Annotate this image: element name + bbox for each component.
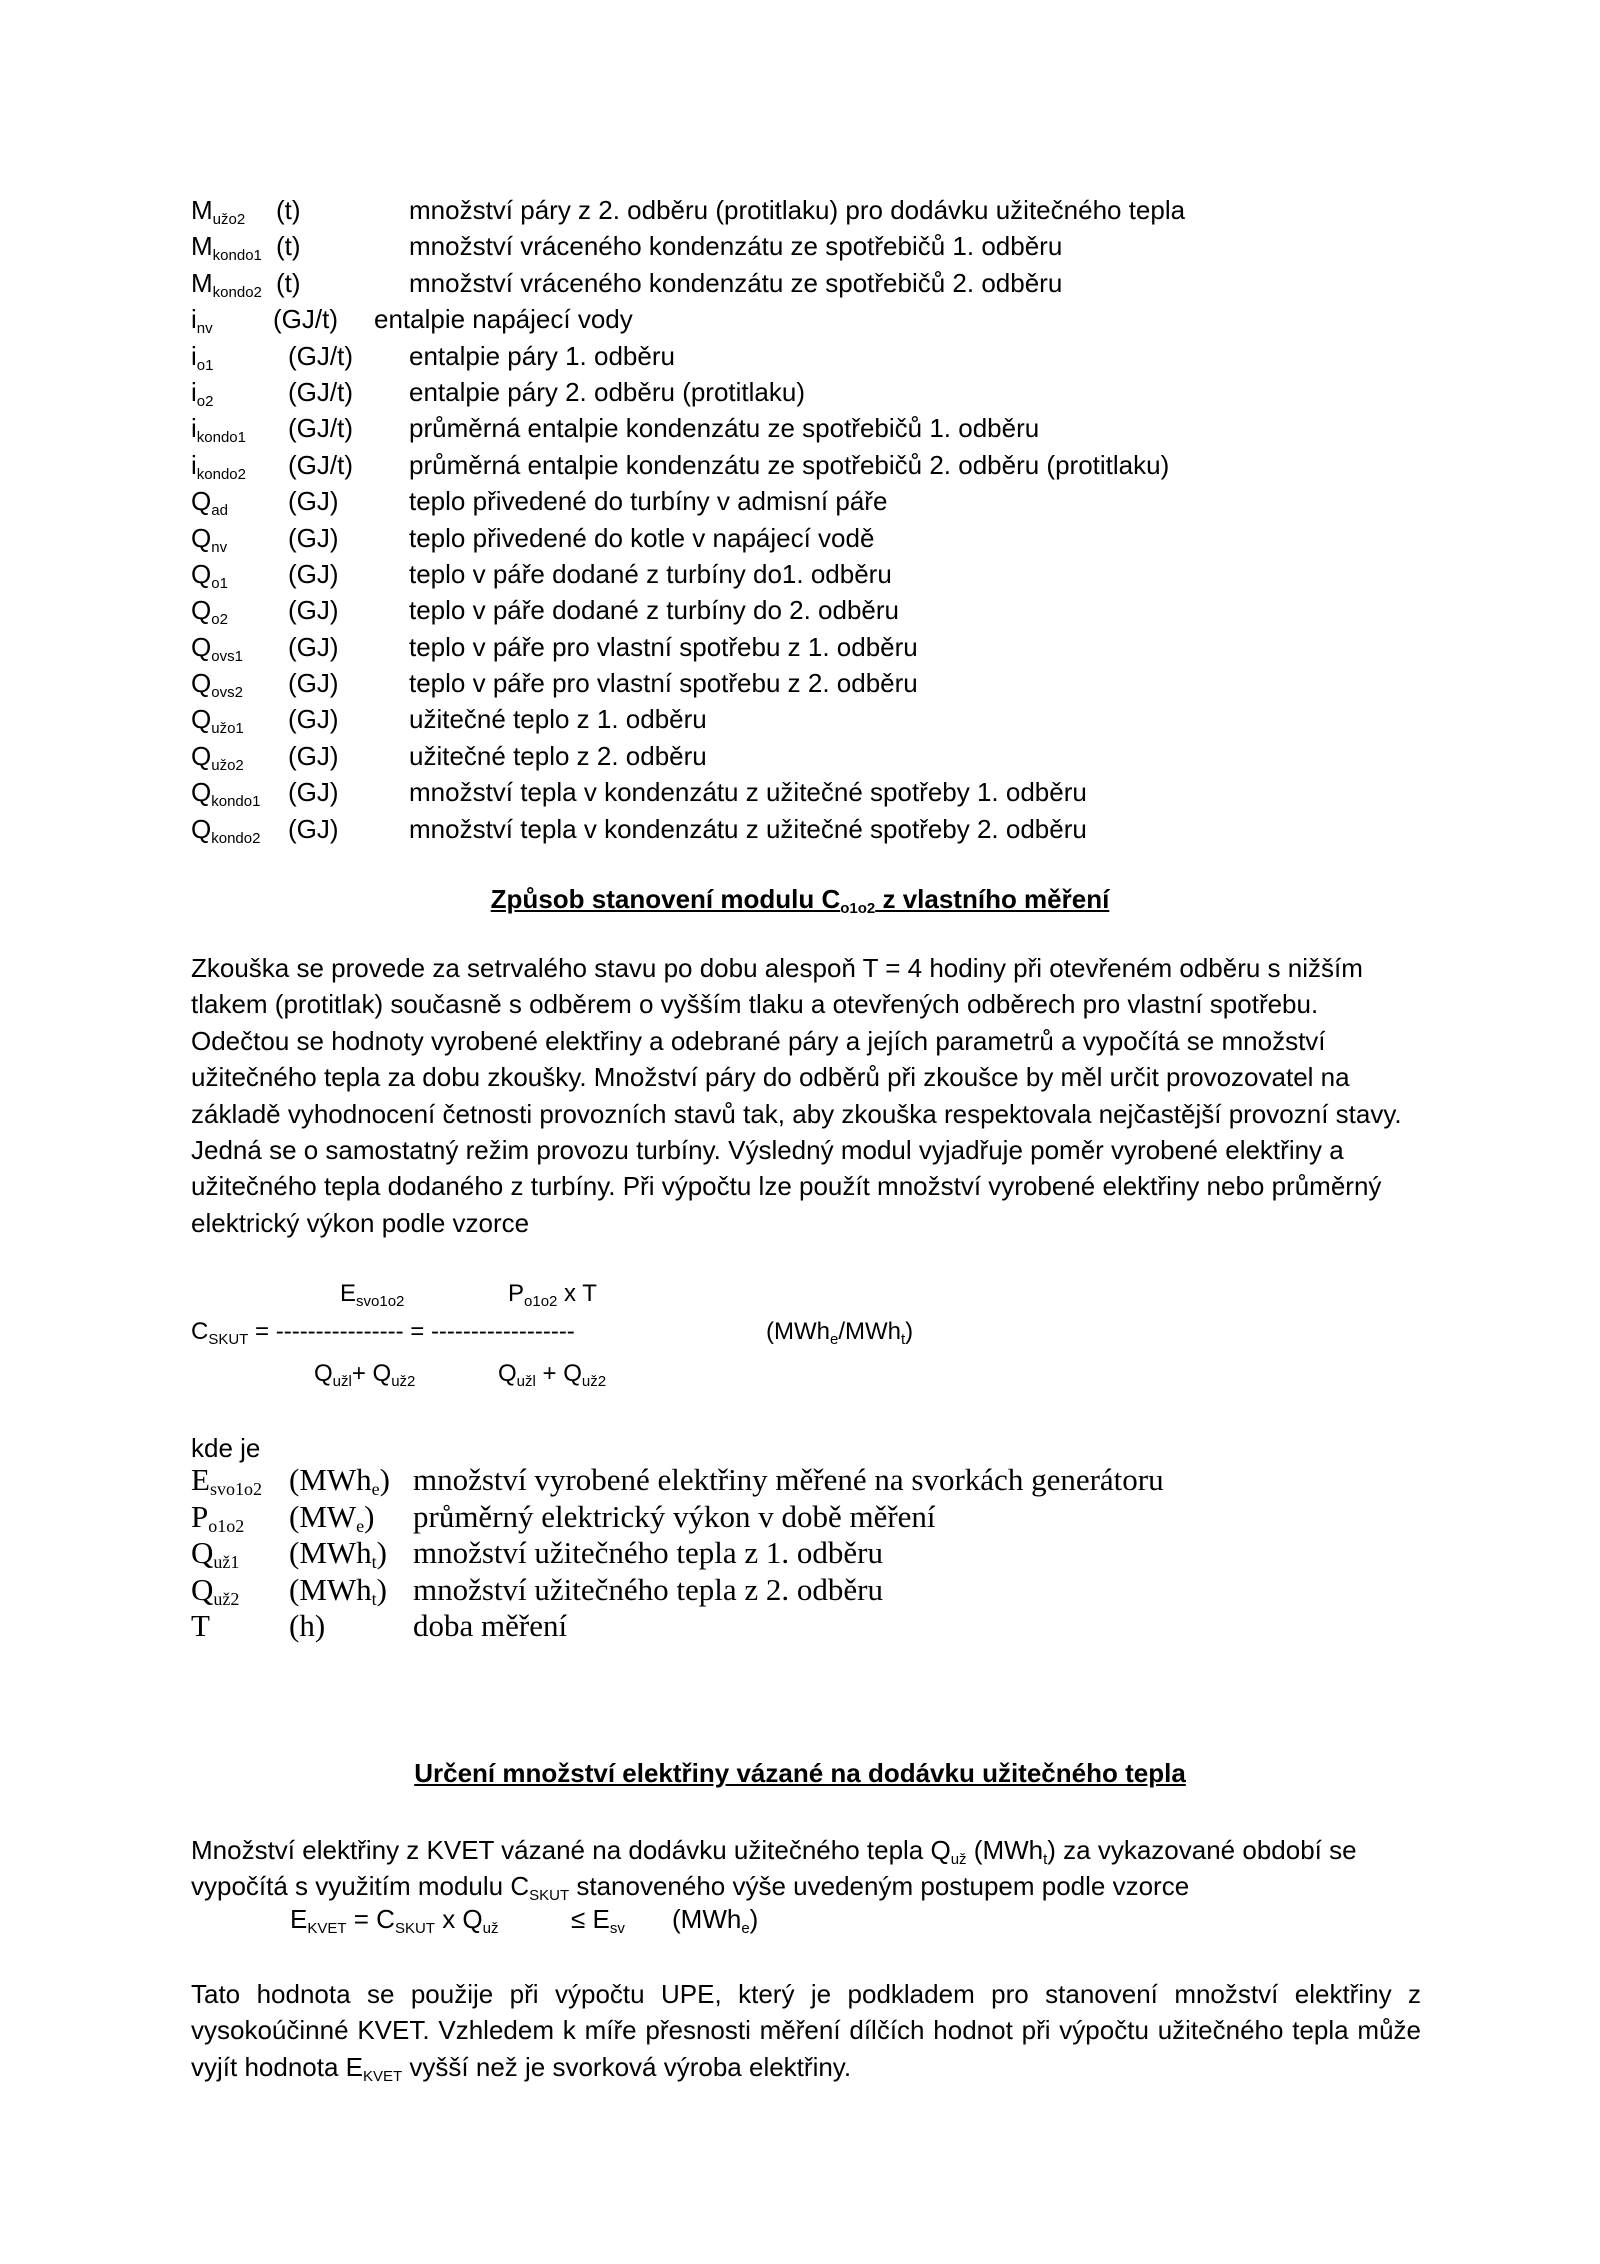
symbol: T	[191, 1608, 210, 1643]
symbol-row	[191, 1535, 1341, 1572]
symbol-row	[191, 483, 1341, 519]
symbol-row	[191, 738, 1341, 774]
symbol: $M_{kondo1}$	[191, 231, 262, 265]
section-heading-kvet: Určení množství elektřiny vázané na dodávku užitečného tepla	[414, 1758, 1186, 1788]
symbol-unit: (t)	[276, 195, 301, 225]
symbol-row	[191, 1572, 1341, 1609]
symbol-description: množství vráceného kondenzátu ze spotřebičů 2. odběru	[409, 267, 1063, 298]
symbol-description: průměrná entalpie kondenzátu ze spotřebičů 2. odběru (protitlaku)	[409, 449, 1170, 480]
symbol-row	[191, 192, 1341, 228]
symbol-unit: (h)	[289, 1608, 326, 1643]
formula-numerator-1: $E_{svo1o2}$	[340, 1280, 405, 1310]
symbol-description: teplo v páře pro vlastní spotřebu z 2. odběru	[409, 668, 918, 699]
symbol-unit: (GJ/t)	[273, 304, 338, 335]
symbol-description: užitečné teplo z 2. odběru	[409, 740, 707, 771]
symbol-row	[191, 301, 1341, 337]
formula-numerator-2: $P_{o1o2}$ x T	[508, 1280, 597, 1310]
symbol-description: množství tepla v kondenzátu z užitečné spotřeby 2. odběru	[409, 813, 1087, 844]
symbol-unit: (GJ)	[288, 777, 339, 808]
symbol-description: entalpie páry 1. odběru	[409, 340, 675, 371]
symbol: $Q_{už1}$	[191, 1535, 240, 1572]
symbol-unit: (GJ/t)	[288, 413, 353, 444]
symbol-unit: (GJ)	[288, 522, 339, 553]
symbol-unit: (MWh$_t$)	[289, 1535, 387, 1572]
symbol-description: entalpie napájecí vody	[374, 304, 633, 335]
symbol-row	[191, 592, 1341, 628]
symbol-unit: (GJ)	[288, 740, 339, 771]
symbol-description: teplo přivedené do kotle v napájecí vodě	[409, 522, 875, 553]
section-heading-cskut: Způsob stanovení modulu $C_{o1o2}$ z vlastního měření	[490, 884, 1110, 917]
symbol-unit: (GJ)	[288, 704, 339, 735]
ekvet-formula-limit: ≤ $E_{sv}$	[571, 1904, 625, 1937]
symbol-unit: (GJ)	[288, 631, 339, 662]
symbol-row	[191, 447, 1341, 483]
symbol: $Q_{ad}$	[191, 486, 228, 520]
symbol: $Q_{o2}$	[191, 595, 228, 629]
symbol-unit: (GJ)	[288, 595, 339, 626]
symbol-description: průměrný elektrický výkon v době měření	[413, 1498, 936, 1534]
symbol: $Q_{užo2}$	[191, 740, 244, 774]
formula-denominator-1: $Q_{užl}+ Q_{už2}$	[314, 1360, 416, 1390]
symbol: $i_{o1}$	[191, 340, 214, 374]
symbol-description: teplo v páře dodané z turbíny do1. odběru	[409, 558, 892, 589]
section2-paragraph-1: Množství elektřiny z KVET vázané na dodávku užitečného tepla $Q_{už}$ (MWh$_t$) za vykazované období se vypočítá s využitím modulu $C_{SKUT}$ stanoveného výše uvedeným postupem podle vzorce	[191, 1835, 1357, 1905]
symbol: $Q_{už2}$	[191, 1571, 240, 1609]
ekvet-formula-main: $E_{KVET} = C_{SKUT}$ x $Q_{už}$	[290, 1904, 499, 1937]
symbol: $i_{o2}$	[191, 376, 214, 410]
symbol-description: entalpie páry 2. odběru (protitlaku)	[409, 376, 806, 407]
symbol-unit: (MWh$_e$)	[289, 1462, 390, 1499]
ekvet-formula-unit: (MWh$_e$)	[672, 1904, 759, 1937]
symbol: $i_{kondo1}$	[191, 413, 246, 447]
symbol-row	[191, 556, 1341, 592]
symbol-row	[191, 265, 1341, 301]
symbol-unit: (GJ/t)	[288, 376, 353, 407]
symbol-unit: $(MW_e)$	[289, 1498, 375, 1536]
symbol-unit: (t)	[276, 231, 301, 262]
symbol: $i_{kondo2}$	[191, 449, 246, 483]
symbol-description: množství vráceného kondenzátu ze spotřebičů 1. odběru	[409, 231, 1063, 262]
symbol-unit: (t)	[276, 267, 301, 298]
symbol-list-mwh	[191, 1462, 1341, 1645]
symbol: $Q_{ovs1}$	[191, 631, 243, 665]
symbol-row	[191, 811, 1341, 847]
symbol-unit: (GJ/t)	[288, 340, 353, 371]
symbol-row	[191, 1462, 1341, 1499]
symbol-row	[191, 774, 1341, 810]
formula-denominator-2: $Q_{užl} + Q_{už2}$	[498, 1360, 607, 1390]
symbol-row	[191, 410, 1341, 446]
symbol-description: doba měření	[413, 1608, 568, 1643]
section1-paragraph: Zkouška se provede za setrvalého stavu po dobu alespoň T = 4 hodiny při otevřeném odběru s nižším tlakem (protitlak) současně s odběrem o vyšším tlaku a otevřených odběrech pro vlastní spotřebu. Odečtou se hodnoty vyrobené elektřiny a odebrané páry a jejích parametrů a vypočítá se množství užitečného tepla za dobu zkoušky. Množství páry do odběrů při zkoušce by měl určit provozovatel na základě vyhodnocení četnosti provozních stavů tak, aby zkouška respektovala nejčastější provozní stavy. Jedná se o samostatný režim provozu turbíny. Výsledný modul vyjadřuje poměr vyrobené elektřiny a užitečného tepla dodaného z turbíny. Při výpočtu lze použít množství vyrobené elektřiny nebo průměrný elektrický výkon podle vzorce	[191, 953, 1402, 1238]
section2-paragraph-2: Tato hodnota se použije při výpočtu UPE, který je podkladem pro stanovení množství elektřiny z vysokoúčinné KVET. Vzhledem k míře přesnosti měření dílčích hodnot při výpočtu užitečného tepla může vyjít hodnota $E_{KVET}$ vyšší než je svorková výroba elektřiny.	[191, 1979, 1421, 2085]
symbol-description: množství tepla v kondenzátu z užitečné spotřeby 1. odběru	[409, 777, 1087, 808]
symbol-row	[191, 338, 1341, 374]
symbol-unit: (GJ)	[288, 813, 339, 844]
symbol-unit: (MWh$_t$)	[289, 1571, 387, 1609]
symbol: $M_{kondo2}$	[191, 267, 262, 301]
symbol-description: teplo v páře dodané z turbíny do 2. odběru	[409, 595, 900, 626]
symbol-description: užitečné teplo z 1. odběru	[409, 704, 707, 735]
symbol: $Q_{ovs2}$	[191, 668, 243, 702]
symbol-row	[191, 701, 1341, 737]
symbol-description: množství páry z 2. odběru (protitlaku) pro dodávku užitečného tepla	[409, 195, 1186, 225]
symbol: $Q_{užo1}$	[191, 704, 244, 738]
symbol-unit: (GJ)	[288, 558, 339, 589]
symbol: $Q_{kondo1}$	[191, 777, 261, 811]
symbol-unit: (GJ)	[288, 486, 339, 517]
symbol: $i_{nv}$	[191, 304, 213, 338]
symbol: $Q_{o1}$	[191, 558, 228, 592]
symbol-description: množství vyrobené elektřiny měřené na svorkách generátoru	[413, 1462, 1164, 1497]
symbol: $Q_{kondo2}$	[191, 813, 261, 847]
symbol-row	[191, 520, 1341, 556]
symbol-unit: (GJ)	[288, 668, 339, 699]
symbol-row	[191, 228, 1341, 264]
symbol-description: teplo přivedené do turbíny v admisní páře	[409, 486, 888, 517]
symbol: $E_{svo1o2}$	[191, 1462, 262, 1499]
symbol-description: teplo v páře pro vlastní spotřebu z 1. odběru	[409, 631, 918, 662]
symbol-row	[191, 1499, 1341, 1536]
kde-je-label: kde je	[191, 1433, 261, 1463]
symbol-description: množství užitečného tepla z 1. odběru	[413, 1535, 884, 1570]
symbol: $Q_{nv}$	[191, 522, 228, 556]
symbol: $P_{o1o2}$	[191, 1498, 245, 1536]
symbol: $M_{užo2}$	[191, 195, 246, 228]
symbol-description: množství užitečného tepla z 2. odběru	[413, 1571, 884, 1607]
formula-lhs: $C_{SKUT}$ = ---------------- = ------------------	[191, 1318, 575, 1348]
symbol-row	[191, 665, 1341, 701]
symbol-row	[191, 374, 1341, 410]
symbol-row	[191, 1608, 1341, 1645]
symbol-row	[191, 629, 1341, 665]
symbol-list-gj	[191, 192, 1341, 847]
symbol-description: průměrná entalpie kondenzátu ze spotřebičů 1. odběru	[409, 413, 1040, 444]
symbol-unit: (GJ/t)	[288, 449, 353, 480]
formula-unit: (MWh$_e$/MWh$_t$)	[766, 1318, 914, 1348]
